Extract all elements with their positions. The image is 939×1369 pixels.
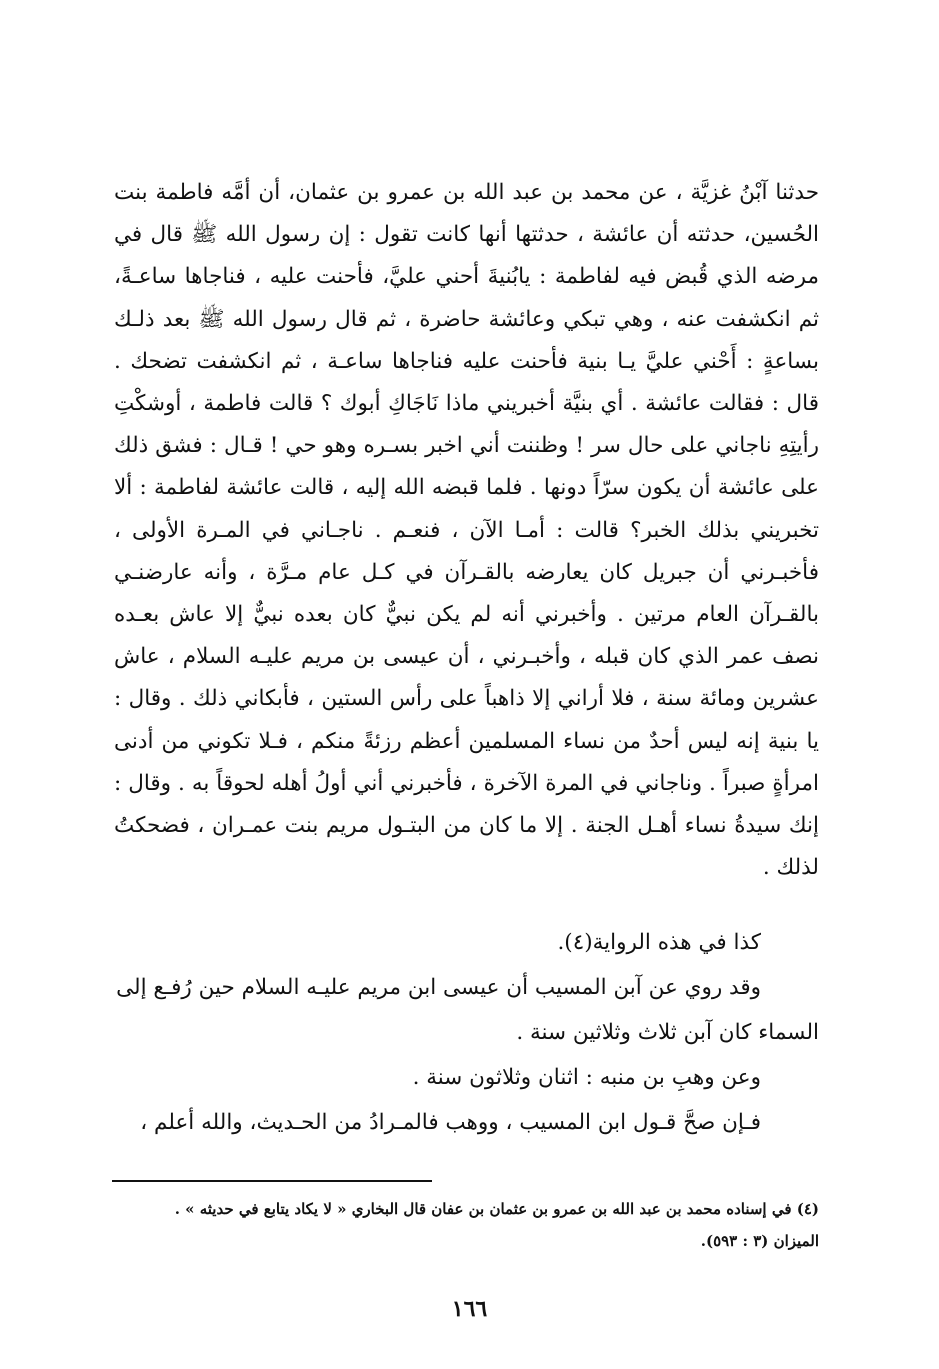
page-number: ١٦٦ [451, 1296, 488, 1322]
footnote-divider [112, 1180, 432, 1182]
commentary-line-4: وعن وهبِ بن منبه : اثنان وثلاثون سنة . [412, 1065, 761, 1090]
commentary-line-3: السماء كان آبن ثلاث وثلاثين سنة . [516, 1020, 819, 1045]
commentary-line-2: وقد روي عن آبن المسيب أن عيسى ابن مريم عليـه السلام حين رُفـع إلى [116, 975, 761, 1000]
commentary-section [114, 920, 819, 1145]
footnote [114, 1193, 819, 1257]
commentary-line-5: فـإن صحَّ قـول ابن المسيب ، ووهب فالمـرادُ من الحـديث، والله أعلم ، [140, 1110, 761, 1135]
footnote-line-2: الميزان (٣ : ٥٩٣). [700, 1232, 819, 1250]
commentary-line-1: كذا في هذه الرواية(٤). [557, 930, 761, 955]
footnote-line-1: (٤) في إسناده محمد بن عبد الله بن عمرو بن عثمان بن عفان قال البخاري « لا يكاد يتابع في حديثه » . [174, 1200, 819, 1218]
main-hadith-text [114, 172, 819, 889]
main-paragraph: حدثنا آبْنُ غزيَّة ، عن محمد بن عبد الله بن عمرو بن عثمان، أن أمَّه فاطمة بنت الحُسين، حدثته أن عائشة ، حدثتها أنها كانت تقول : إن رسول الله ﷺ قال في مرضه الذي قُبض فيه لفاطمة : يابُنيةَ أحني عليَّ، فأحنت عليه ، فناجاها ساعـةً، ثم انكشفت عنه ، وهي تبكي وعائشة حاضرة ، ثم قال رسول الله ﷺ بعد ذلـك بساعةٍ : أَحْني عليَّ يـا بنية فأحنت عليه فناجاها ساعـة ، ثم انكشفت تضحك . قال : فقالت عائشة . أي بنيَّة أخبريني ماذا نَاجَاكِ أبوك ؟ قالت فاطمة ، أوشكْتِ رأيتِهِ ناجاني على حال سر ! وظننت أني اخبر بسـره وهو حي ! قـال : فشق ذلك على عائشة أن يكون سرّاً دونها . فلما قبضه الله إليه ، قالت عائشة لفاطمة : ألا تخبريني بذلك الخبر؟ قالت : أمـا الآن ، فنعـم . ناجـاني في المـرة الأولى ، فأخبـرني أن جبريل كان يعارضه بالقـرآن في كـل عام مـرَّة ، وأنه عارضنـي بالقـرآن العام مرتين . وأخبرني أنه لم يكن نبيٌّ كان بعده نبيٌّ إلا عاش بعـده نصف عمر الذي كان قبله ، وأخبـرني ، أن عيسى بن مريم عليـه السلام ، عاش عشرين ومائة سنة ، فلا أراني إلا ذاهباً على رأس الستين ، فأبكاني ذلك . وقال : يا بنية إنه ليس أحدٌ من نساء المسلمين أعظم رزئةً منكم ، فـلا تكوني من أدنى امرأةٍ صبراً . وناجاني في المرة الآخرة ، فأخبرني أني أولُ أهله لحوقاً به . وقال : إنك سيدةُ نساء أهـل الجنة . إلا ما كان من البتـول مريم بنت عمـران ، فضحكتُ لذلك . [114, 180, 819, 881]
